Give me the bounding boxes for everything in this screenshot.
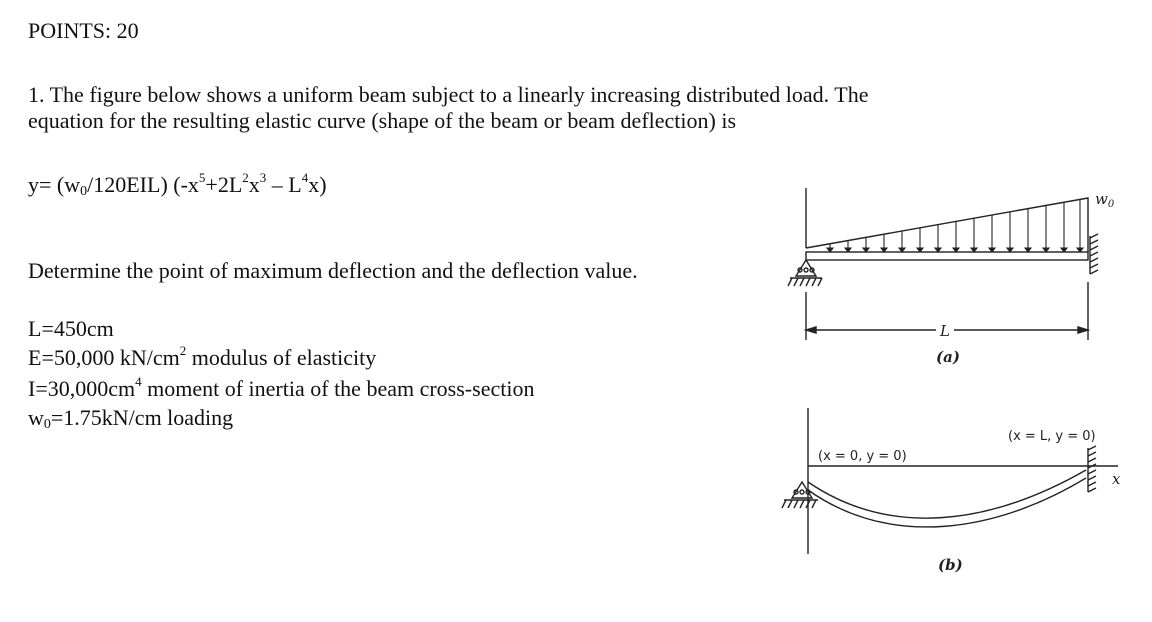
given-sub: 0: [43, 417, 51, 432]
load-arrows: [827, 200, 1083, 252]
pin-support: [788, 260, 822, 286]
beam: [806, 252, 1088, 260]
figure-b-label: (b): [938, 556, 963, 574]
length-label: L: [940, 322, 950, 340]
w0-label: $w_0$: [1095, 190, 1115, 210]
eq-sub: 0: [80, 184, 88, 199]
given-load: [28, 405, 233, 431]
right-boundary-condition: (x = L, y = 0): [1008, 429, 1096, 444]
given-sup: 4: [135, 374, 142, 389]
dimension-arrow-right: [1078, 327, 1088, 333]
given-part: I=30,000cm: [28, 376, 136, 401]
given-part: E=50,000 kN/cm: [28, 345, 180, 370]
question-number: 1.: [28, 82, 45, 107]
eq-part: x: [248, 172, 260, 197]
instruction-text: Determine the point of maximum deflection and the deflection value.: [28, 258, 638, 283]
given-modulus: [28, 345, 376, 371]
eq-part: – L: [266, 172, 302, 197]
points-label: POINTS: 20: [28, 18, 139, 43]
deflected-beam-upper: [808, 470, 1086, 518]
given-part: w: [28, 405, 44, 430]
given-part: moment of inertia of the beam cross-section: [141, 376, 535, 401]
dimension-arrow-left: [806, 327, 816, 333]
x-axis-label: x: [1112, 470, 1121, 488]
given-inertia: [28, 376, 534, 402]
fixed-wall-support: [1090, 234, 1098, 274]
eq-part: y= (w: [28, 172, 81, 197]
figure-a: [788, 188, 1098, 340]
figure-a-label: (a): [936, 348, 960, 366]
eq-part: x): [308, 172, 327, 197]
given-sup: 2: [179, 343, 187, 358]
given-part: =1.75kN/cm loading: [50, 405, 234, 430]
given-part: modulus of elasticity: [186, 345, 377, 370]
left-boundary-condition: (x = 0, y = 0): [818, 449, 907, 464]
eq-sup: 3: [259, 170, 267, 185]
given-length: L=450cm: [28, 316, 114, 341]
eq-part: +2L: [205, 172, 243, 197]
question-line-2: equation for the resulting elastic curve (shape of the beam or beam deflection) is: [28, 108, 737, 133]
eq-sup: 2: [242, 170, 249, 185]
question-text-1: The figure below shows a uniform beam subject to a linearly increasing distributed load. The: [49, 82, 869, 107]
eq-sup: 5: [198, 170, 206, 185]
fixed-wall-support-b: [1088, 446, 1096, 492]
deflected-beam-lower: [808, 478, 1086, 527]
eq-part: /120EIL) (-x: [87, 172, 199, 197]
eq-sup: 4: [301, 170, 309, 185]
pin-support-b: [782, 482, 818, 508]
question-line-1: [28, 82, 868, 108]
elastic-curve-equation: [28, 172, 327, 198]
beam-figure: [740, 170, 1152, 610]
